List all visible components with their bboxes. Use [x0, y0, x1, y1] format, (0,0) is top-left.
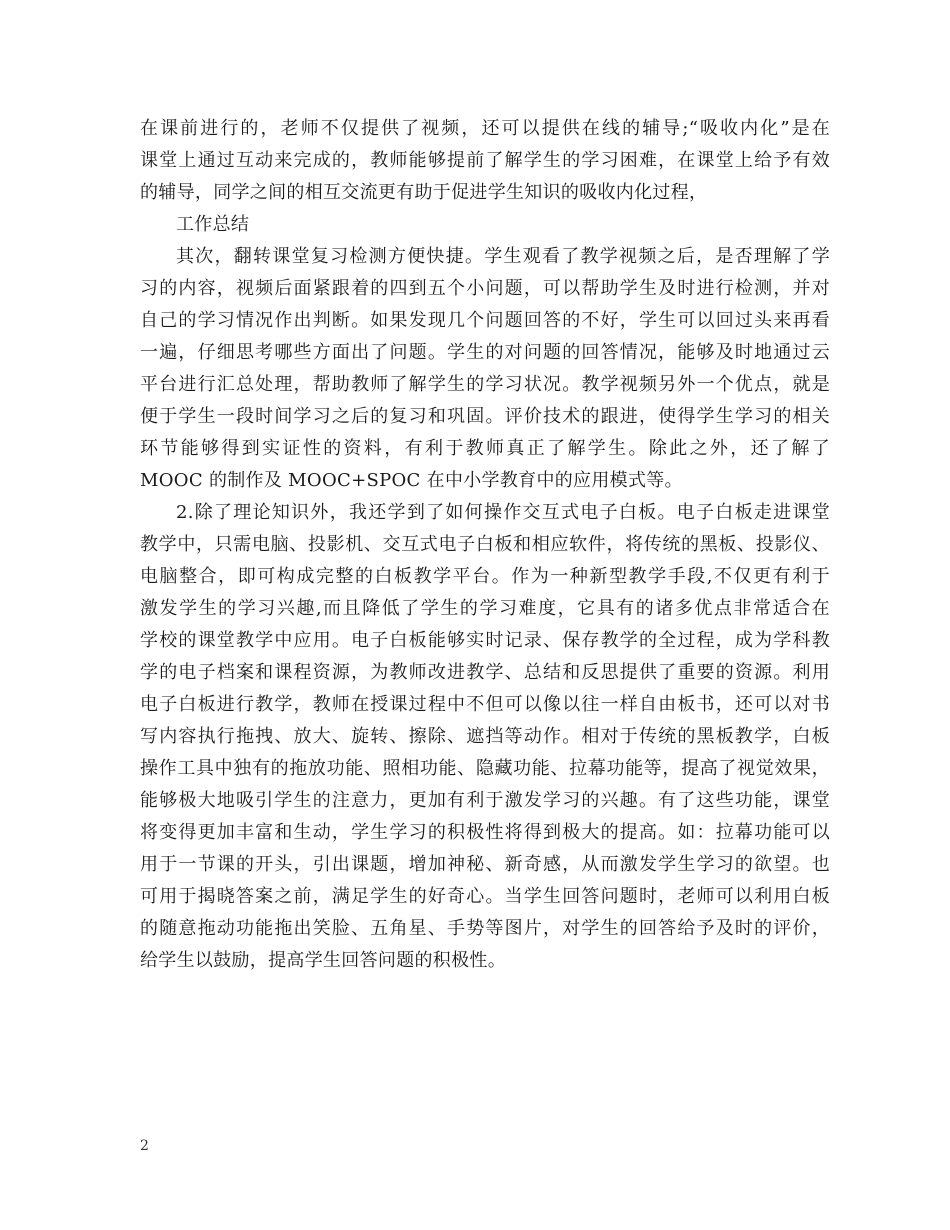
text-line: 教学中，只需电脑、投影机、交互式电子白板和相应软件，将传统的黑板、投影仪、: [140, 534, 830, 555]
text-line: 将变得更加丰富和生动，学生学习的积极性将得到极大的提高。如：拉幕功能可以: [140, 822, 830, 843]
text-line: 学校的课堂教学中应用。电子白板能够实时记录、保存教学的全过程，成为学科教: [140, 630, 830, 651]
text-line: 给学生以鼓励，提高学生回答问题的积极性。: [140, 950, 506, 971]
text-line: 电子白板进行教学，教师在授课过程中不但可以像以往一样自由板书，还可以对书: [140, 694, 830, 715]
text-line: 课堂上通过互动来完成的，教师能够提前了解学生的学习困难，在课堂上给予有效: [140, 150, 830, 171]
text-line: 用于一节课的开头，引出课题，增加神秘、新奇感，从而激发学生学习的欲望。也: [140, 854, 830, 875]
text-line: 电脑整合，即可构成完整的白板教学平台。作为一种新型教学手段,不仅更有利于: [140, 566, 830, 587]
text-line: 能够极大地吸引学生的注意力，更加有利于激发学习的兴趣。有了这些功能，课堂: [140, 790, 830, 811]
text-line: 学的电子档案和课程资源，为教师改进教学、总结和反思提供了重要的资源。利用: [140, 662, 830, 683]
text-line: 可用于揭晓答案之前，满足学生的好奇心。当学生回答问题时，老师可以利用白板: [140, 886, 830, 907]
text-line: 便于学生一段时间学习之后的复习和巩固。评价技术的跟进，使得学生学习的相关: [140, 406, 830, 427]
text-line: 一遍，仔细思考哪些方面出了问题。学生的对问题的回答情况，能够及时地通过云: [140, 342, 830, 363]
text-line: 的随意拖动功能拖出笑脸、五角星、手势等图片，对学生的回答给予及时的评价，: [140, 918, 830, 939]
text-line: 在课前进行的，老师不仅提供了视频，还可以提供在线的辅导;“吸收内化”是在: [140, 118, 830, 139]
text-line: MOOC 的制作及 MOOC+SPOC 在中小学教育中的应用模式等。: [140, 470, 683, 491]
text-line: 操作工具中独有的拖放功能、照相功能、隐藏功能、拉幕功能等，提高了视觉效果，: [140, 758, 830, 779]
text-line: 习的内容，视频后面紧跟着的四到五个小问题，可以帮助学生及时进行检测，并对: [140, 278, 830, 299]
page-number: 2: [140, 1138, 149, 1154]
text-line: 写内容执行拖拽、放大、旋转、擦除、遮挡等动作。相对于传统的黑板教学，白板: [140, 726, 830, 747]
text-line: 激发学生的学习兴趣,而且降低了学生的学习难度，它具有的诸多优点非常适合在: [140, 598, 830, 619]
text-line: 其次，翻转课堂复习检测方便快捷。学生观看了教学视频之后，是否理解了学: [176, 246, 830, 267]
body-text: [140, 113, 830, 977]
text-line: 的辅导，同学之间的相互交流更有助于促进学生知识的吸收内化过程，: [140, 182, 708, 203]
text-line: 工作总结: [176, 214, 250, 235]
text-line: 2.除了理论知识外，我还学到了如何操作交互式电子白板。电子白板走进课堂: [176, 502, 830, 523]
text-line: 自己的学习情况作出判断。如果发现几个问题回答的不好，学生可以回过头来再看: [140, 310, 830, 331]
text-line: 平台进行汇总处理，帮助教师了解学生的学习状况。教学视频另外一个优点，就是: [140, 374, 830, 395]
text-line: 环节能够得到实证性的资料，有利于教师真正了解学生。除此之外，还了解了: [140, 438, 830, 459]
